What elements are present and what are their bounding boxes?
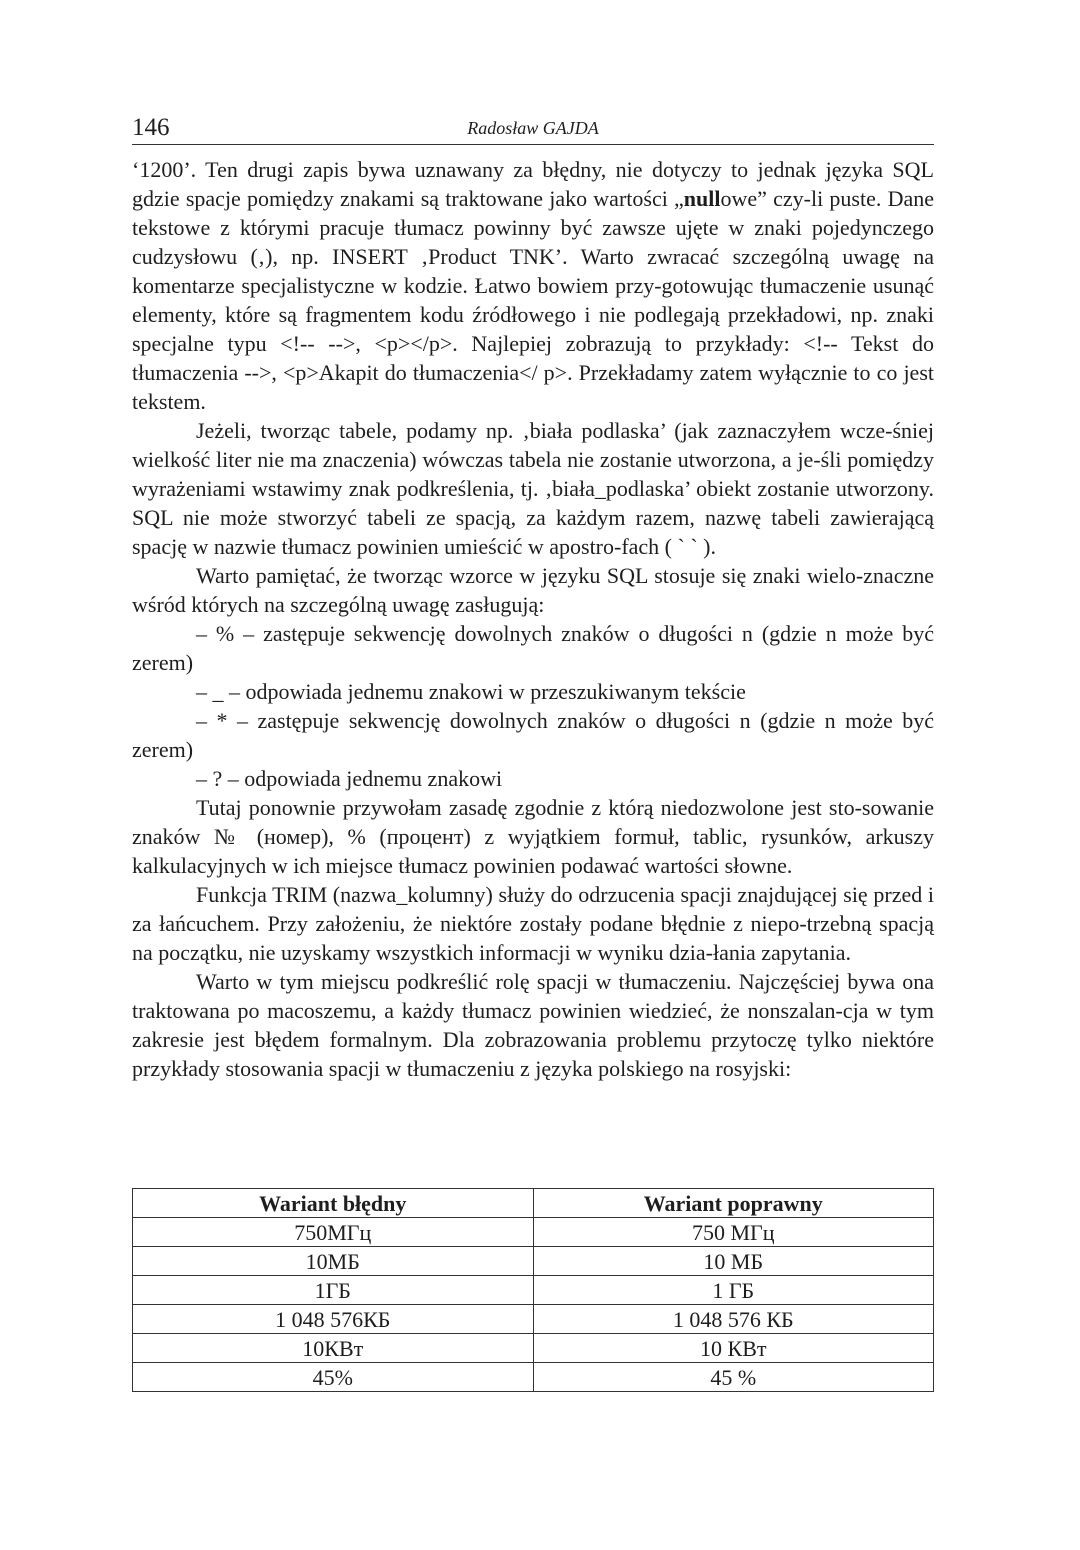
list-item: – * – zastępuje sekwencję dowolnych znaków o długości n (gdzie n może być zerem) xyxy=(132,708,934,762)
cell-correct: 1 048 576 КБ xyxy=(533,1305,934,1334)
cell-wrong: 45% xyxy=(133,1363,534,1392)
list-item: – % – zastępuje sekwencję dowolnych znaków o długości n (gdzie n może być zerem) xyxy=(132,621,934,675)
header-correct-variant: Wariant poprawny xyxy=(533,1189,934,1218)
paragraph-1: ‘1200’. Ten drugi zapis bywa uznawany za błędny, nie dotyczy to jednak języka SQL gdzie spacje pomiędzy znakami są traktowane jako wartości „nullowe” czy-li puste. Dane tekstowe z którymi pracuje tłumacz powinny być zawsze ujęte w znaki pojedynczego cudzysłowu (‚), np. INSERT ‚Product TNK’. Warto zwracać szczególną uwagę na komentarze specjalistyczne w kodzie. Łatwo bowiem przy-gotowując tłumaczenie usunąć elementy, które są fragmentem kodu źródłowego i nie podlegają przekładowi, np. znaki specjalne typu <!-- -->, <p></p>. Najlepiej zobrazują to przykłady: <!-- Tekst do tłumaczenia -->, <p>Akapit do tłumaczenia</ p>. Przekładamy zatem wyłącznie to co jest tekstem. xyxy=(132,157,934,414)
cell-correct: 10 КВт xyxy=(533,1334,934,1363)
list-item: – _ – odpowiada jednemu znakowi w przeszukiwanym tekście xyxy=(196,679,746,704)
cell-correct: 10 МБ xyxy=(533,1247,934,1276)
cell-correct: 750 МГц xyxy=(533,1218,934,1247)
table-row xyxy=(133,1247,934,1276)
running-header xyxy=(132,112,934,145)
cell-correct: 1 ГБ xyxy=(533,1276,934,1305)
paragraph-4: Tutaj ponownie przywołam zasadę zgodnie z którą niedozwolone jest sto-sowanie znaków № (номер), % (процент) z wyjątkiem formuł, tablic, rysunków, arkuszy kalkulacyjnych w ich miejsce tłumacz powinien podawać wartości słowne. xyxy=(132,795,934,878)
cell-wrong: 1 048 576КБ xyxy=(133,1305,534,1334)
running-head-author: Radosław GAJDA xyxy=(467,118,599,138)
table-row xyxy=(133,1305,934,1334)
table-row xyxy=(133,1363,934,1392)
cell-wrong: 10КВт xyxy=(133,1334,534,1363)
header-wrong-variant: Wariant błędny xyxy=(133,1189,534,1218)
table-row xyxy=(133,1276,934,1305)
table-header-row xyxy=(133,1189,934,1218)
paragraph-5: Funkcja TRIM (nazwa_kolumny) służy do odrzucenia spacji znajdującej się przed i za łańcuchem. Przy założeniu, że niektóre zostały podane błędnie z niepo-trzebną spacją na początku, nie uzyskamy wszystkich informacji w wyniku dzia-łania zapytania. xyxy=(132,882,934,965)
cell-correct: 45 % xyxy=(533,1363,934,1392)
cell-wrong: 1ГБ xyxy=(133,1276,534,1305)
spacing-comparison-table xyxy=(132,1188,934,1392)
paragraph-2: Jeżeli, tworząc tabele, podamy np. ‚biała podlaska’ (jak zaznaczyłem wcze-śniej wielkość liter nie ma znaczenia) wówczas tabela nie zostanie utworzona, a je-śli pomiędzy wyrażeniami wstawimy znak podkreślenia, tj. ‚biała_podlaska’ obiekt zostanie utworzony. SQL nie może stworzyć tabeli ze spacją, za każdym razem, nazwę tabeli zawierającą spację w nazwie tłumacz powinien umieścić w apostro-fach ( ` ` ). xyxy=(132,418,934,559)
table-row xyxy=(133,1334,934,1363)
null-bold: null xyxy=(683,186,721,211)
cell-wrong: 10МБ xyxy=(133,1247,534,1276)
body-text xyxy=(132,155,934,1083)
page-number: 146 xyxy=(132,114,170,141)
paragraph-6: Warto w tym miejscu podkreślić rolę spacji w tłumaczeniu. Najczęściej bywa ona traktowana po macoszemu, a każdy tłumacz powinien wiedzieć, że nonszalan-cja w tym zakresie jest błędem formalnym. Dla zobrazowania problemu przytoczę tylko niektóre przykłady stosowania spacji w tłumaczeniu z języka polskiego na rosyjski: xyxy=(132,969,934,1081)
table-row xyxy=(133,1218,934,1247)
cell-wrong: 750МГц xyxy=(133,1218,534,1247)
list-item: – ? – odpowiada jednemu znakowi xyxy=(196,766,503,791)
paragraph-3: Warto pamiętać, że tworząc wzorce w języku SQL stosuje się znaki wielo-znaczne wśród których na szczególną uwagę zasługują: xyxy=(132,563,934,617)
